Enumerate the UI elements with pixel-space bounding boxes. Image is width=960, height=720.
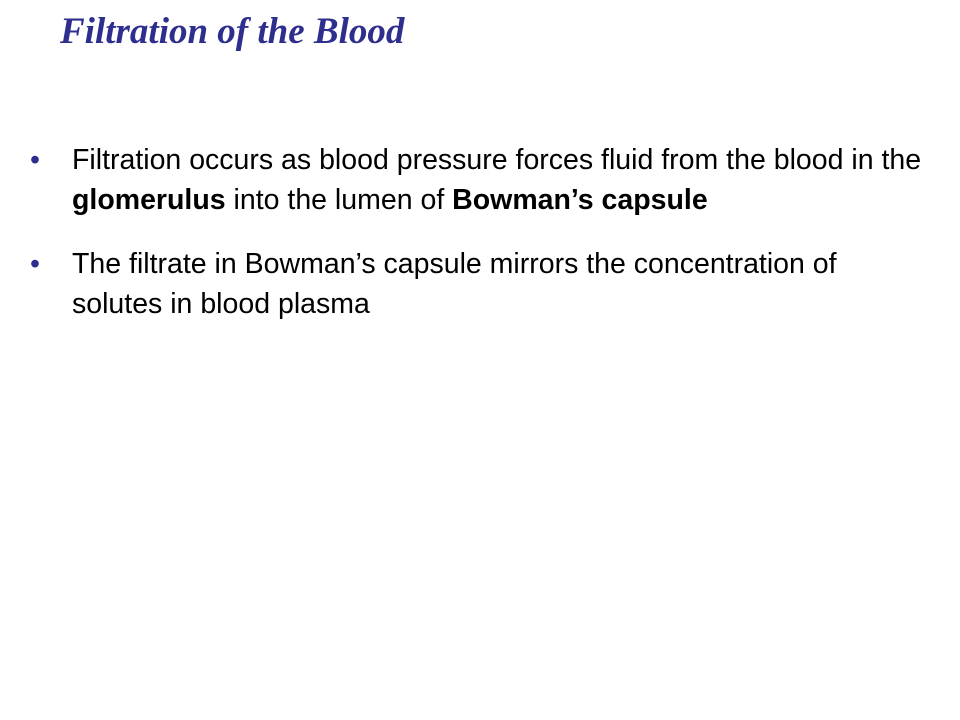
bullet-item-filtration [30, 140, 930, 220]
bullet-text [72, 144, 921, 216]
text-segment: into the lumen of [225, 184, 453, 216]
bullet-list [30, 140, 930, 348]
bullet-item-filtrate [30, 244, 930, 324]
bullet-icon: • [30, 144, 40, 176]
bullet-text [72, 248, 837, 320]
bullet-icon: • [30, 248, 40, 280]
term-glomerulus: glomerulus [72, 184, 226, 216]
text-segment: Filtration occurs as blood pressure forces fluid from the blood in the [72, 144, 922, 176]
text-segment: The filtrate in Bowman’s capsule mirrors the concentration of solutes in blood plasma [72, 248, 837, 320]
term-bowmans-capsule: Bowman’s capsule [452, 184, 708, 216]
slide-title: Filtration of the Blood [60, 11, 405, 52]
